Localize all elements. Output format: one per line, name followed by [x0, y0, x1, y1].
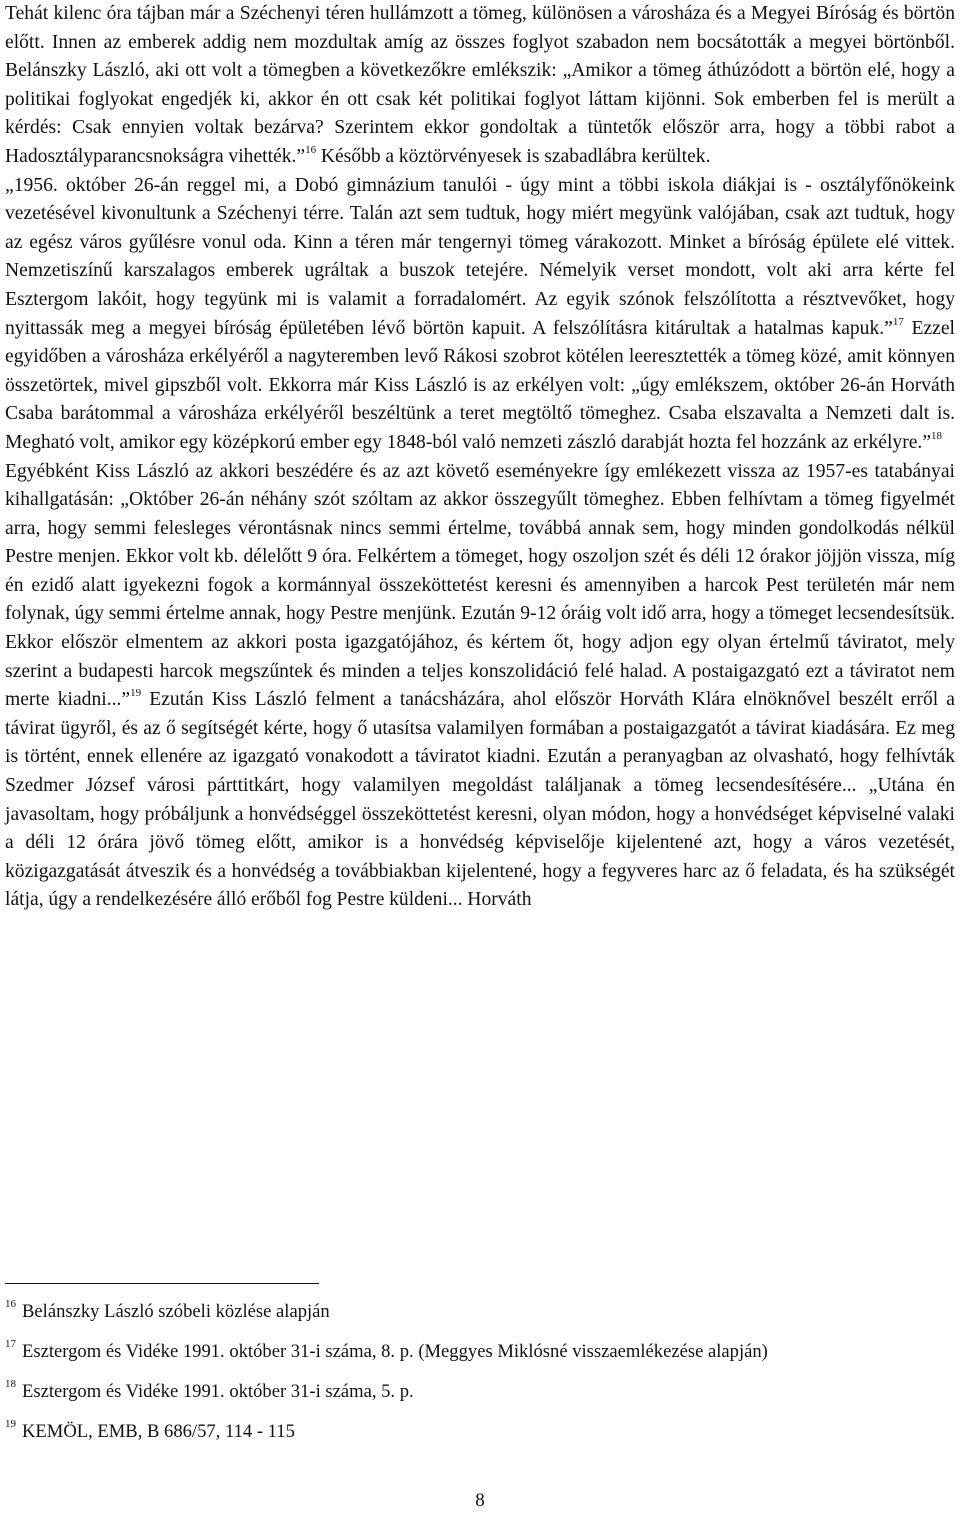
footnote-reference: 17 — [892, 315, 904, 328]
footnote-text: Esztergom és Vidéke 1991. október 31-i száma, 5. p. — [22, 1381, 414, 1402]
footnote-number: 17 — [5, 1338, 16, 1350]
footnote-19 — [5, 1418, 955, 1442]
footnote-text: Belánszky László szóbeli közlése alapján — [22, 1301, 330, 1322]
paragraph-text: Ezzel egyidőben a városháza erkélyéről a nagyteremben levő Rákosi szobrot kötélen leeresztették a tömeg közé, amit könnyen összetörtek, mivel gipszből volt. Ekkorra már Kiss László is az erkélyen volt: „úgy emlékszem, október 26-án Horváth Csaba barátommal a városháza erkélyéről beszéltünk a teret megtöltő tömeghez. Csaba elszavalta a Nemzeti dalt is. Megható volt, amikor egy középkorú ember egy 1848-ból való nemzeti zászló darabját hozta fel hozzánk az erkélyre.” — [5, 317, 955, 453]
footnote-17 — [5, 1338, 955, 1362]
footnote-18 — [5, 1378, 955, 1402]
footnote-number: 19 — [5, 1418, 16, 1430]
paragraph-1 — [5, 0, 955, 172]
document-body — [5, 0, 955, 915]
footnote-reference: 16 — [305, 143, 317, 156]
footnote-number: 16 — [5, 1298, 16, 1310]
paragraph-text: Ezután Kiss László felment a tanácsházára, ahol először Horváth Klára elnöknővel beszélt erről a távirat ügyről, és az ő segítségét kérte, hogy ő utasítsa valamilyen formában a postaigazgatót a távirat kiadására. Ez meg is történt, ennek ellenére az igazgató vonakodott a táviratot kiadni. Ezután a peranyagban az olvasható, hogy felhívták Szedmer József városi párttitkárt, hogy valamilyen megoldást találjanak a tömeg lecsendesítésére... „Utána én javasoltam, hogy próbáljunk a honvédséggel összeköttetést keresni, olyan módon, hogy a honvédséget képviselné valaki a déli 12 órára jövő tömeg előtt, amikor is a honvédség képviselője kijelentené azt, hogy a város vezetését, közigazgatását átveszik és a honvédség a továbbiakban kijelentené, hogy a fegyveres harc az ő feladata, és ha szükségét látja, úgy a rendelkezésére álló erőből fog Pestre küldeni... Horváth — [5, 689, 956, 911]
paragraph-3 — [5, 458, 955, 916]
paragraph-text: Tehát kilenc óra tájban már a Széchenyi téren hullámzott a tömeg, különösen a városháza és a Megyei Bíróság és börtön előtt. Innen az emberek addig nem mozdultak amíg az összes foglyot szabadon nem bocsátották a megyei börtönből. Belánszky László, aki ott volt a tömegben a következőkre emlékszik: „Amikor a tömeg áthúzódott a börtön elé, hogy a politikai foglyokat engedjék ki, akkor én ott csak két politikai foglyot láttam kijönni. Sok emberben fel is merült a kérdés: Csak ennyien voltak bezárva? Szerintem ekkor gondoltak a tüntetők először arra, hogy a többi rabot a Hadosztályparancsnokságra vihették.” — [5, 3, 955, 167]
footnote-text: Esztergom és Vidéke 1991. október 31-i száma, 8. p. (Meggyes Miklósné visszaemlékezése alapján) — [22, 1341, 768, 1362]
paragraph-text: Egyébként Kiss László az akkori beszédére és az azt követő eseményekre így emlékezett vissza az 1957-es tatabányai kihallgatásán: „Október 26-án néhány szót szóltam az akkor összegyűlt tömeghez. Ebben felhívtam a tömeg figyelmét arra, hogy semmi felesleges vérontásnak nincs semmi értelme, továbbá annak sem, hogy minden gondolkodás nélkül Pestre menjen. Ekkor volt kb. délelőtt 9 óra. Felkértem a tömeget, hogy oszoljon szét és déli 12 órakor jöjjön vissza, míg én ezidő alatt igyekezni fogok a kormánnyal összeköttetést keresni és amennyiben a harcok Pest területén már nem folynak, úgy semmi értelme annak, hogy Pestre menjünk. Ezután 9-12 óráig volt idő arra, hogy a tömeget lecsendesítsük. Ekkor először elmentem az akkori posta igazgatójához, és kértem őt, hogy adjon egy olyan értelmű táviratot, mely szerint a budapesti harcok megszűntek és minden a teljes konszolidáció felé halad. A postaigazgató ezt a táviratot nem merte kiadni...” — [5, 460, 955, 711]
paragraph-text: „1956. október 26-án reggel mi, a Dobó gimnázium tanulói - úgy mint a többi iskola diákjai is - osztályfőnökeink vezetésével kivonultunk a Széchenyi térre. Talán azt sem tudtuk, hogy miért megyünk valójában, csak azt tudtuk, hogy az egész város gyűlésre vonul oda. Kinn a téren már tengernyi tömeg várakozott. Minket a bíróság épülete elé vittek. Nemzetiszínű karszalagos emberek ugráltak a buszok tetejére. Némelyik verset mondott, volt aki arra kérte fel Esztergom lakóit, hogy tegyünk mi is valamit a forradalomért. Az egyik szónok felszólította a résztvevőket, hogy nyittassák meg a megyei bíróság épületében lévő börtön kapuit. A felszólításra kitárultak a hatalmas kapuk.” — [5, 174, 955, 339]
page-number: 8 — [475, 1490, 485, 1511]
paragraph-text: Később a köztörvényesek is szabadlábra kerültek. — [316, 145, 711, 167]
footnote-text: KEMÖL, EMB, B 686/57, 114 - 115 — [22, 1421, 295, 1442]
footnote-number: 18 — [5, 1378, 16, 1390]
paragraph-2 — [5, 172, 955, 458]
footnote-separator — [5, 1283, 319, 1284]
footnote-reference: 18 — [931, 429, 943, 442]
footnote-reference: 19 — [130, 687, 142, 700]
footnotes — [5, 1298, 955, 1462]
footnote-16 — [5, 1298, 955, 1322]
